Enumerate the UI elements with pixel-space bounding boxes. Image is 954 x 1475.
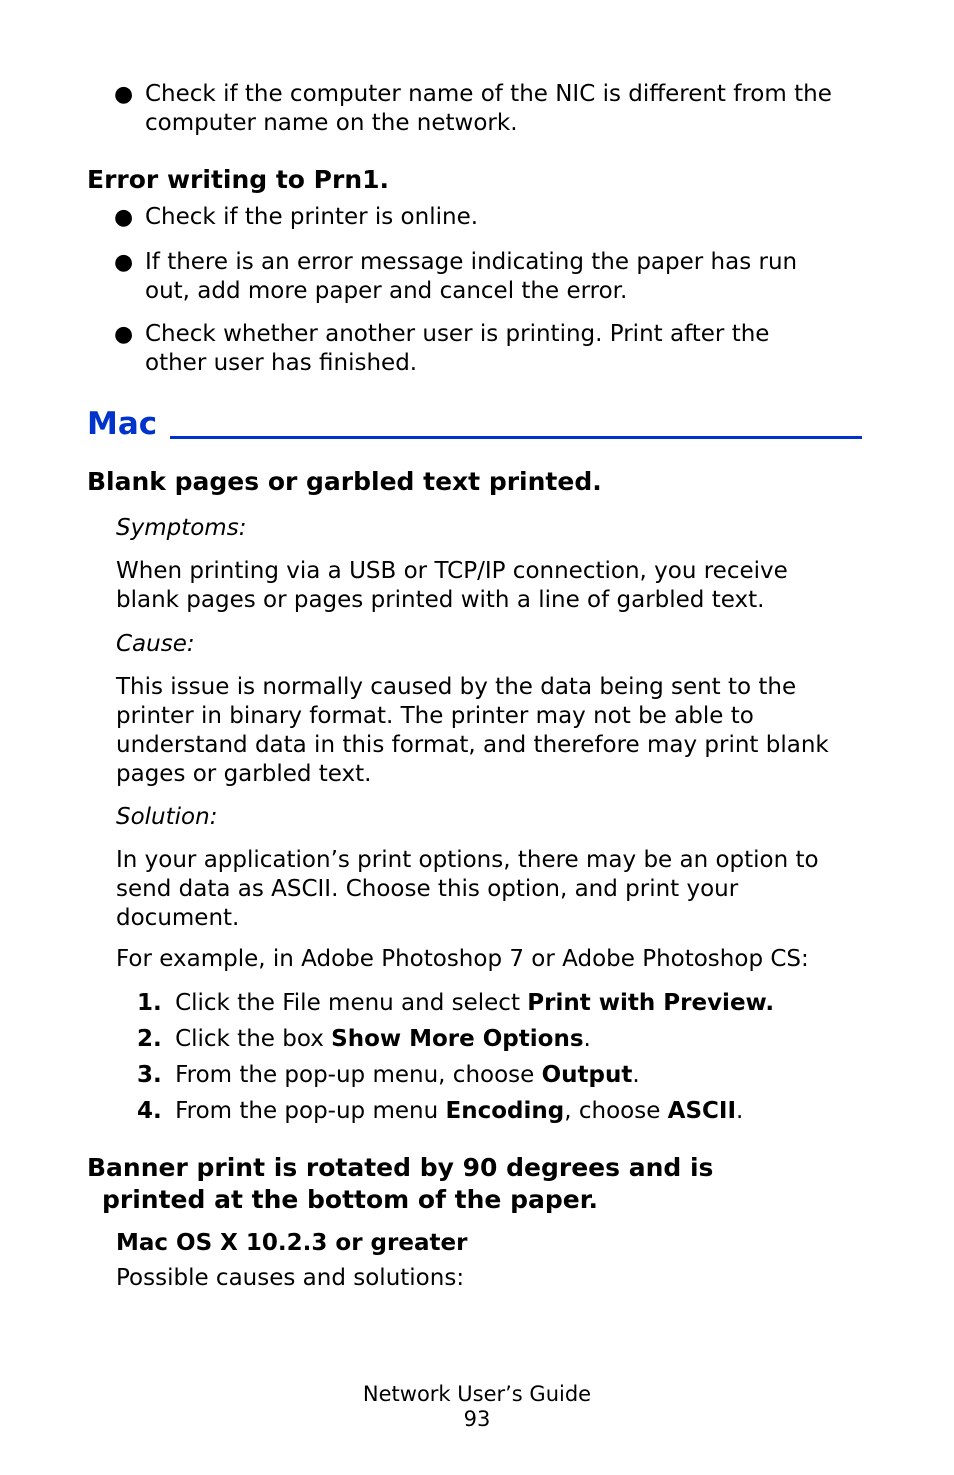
prn-bullet-2-line1: If there is an error message indicating the paper has run [145,249,798,275]
step-text: From the pop-up menu, choose [175,1062,542,1088]
step-3 [137,1061,640,1090]
prn-heading: Error writing to Prn1. [87,165,390,194]
bullet-marker: ● [114,205,134,230]
cause-line3: understand data in this format, and therefore may print blank [116,732,829,758]
step-after: . [736,1098,744,1124]
section-rule [170,436,862,439]
banner-text: Possible causes and solutions: [116,1265,465,1291]
footer-guide-title: Network User’s Guide [362,1382,592,1406]
step-2 [137,1025,591,1054]
step-text: Click the box [175,1026,332,1052]
step-after: . [583,1026,591,1052]
step-text: Click the File menu and select [175,990,528,1016]
banner-heading-line1: Banner print is rotated by 90 degrees and is [87,1153,714,1182]
example-line: For example, in Adobe Photoshop 7 or Adobe Photoshop CS: [116,946,809,972]
bullet-marker: ● [114,250,134,275]
step-bold: Show More Options [331,1026,584,1052]
step-1 [137,989,774,1018]
cause-line1: This issue is normally caused by the data being sent to the [116,674,797,700]
step-number: 3. [137,1062,162,1088]
prn-bullet-1: Check if the printer is online. [145,204,479,230]
cause-line4: pages or garbled text. [116,761,372,787]
step-bold: Print with Preview. [527,990,775,1016]
symptoms-label: Symptoms: [116,515,247,541]
prn-bullet-2-line2: out, add more paper and cancel the error. [145,278,628,304]
step-4 [137,1097,743,1126]
prn-bullet-3-line1: Check whether another user is printing. Print after the [145,321,770,347]
step-number: 1. [137,990,162,1016]
solution-label: Solution: [116,804,218,830]
symptoms-line2: blank pages or pages printed with a line of garbled text. [116,587,765,613]
symptoms-line1: When printing via a USB or TCP/IP connection, you receive [116,558,788,584]
bullet-marker: ● [114,322,134,347]
step-mid: , choose [564,1098,668,1124]
bullet-marker: ● [114,82,134,107]
banner-heading-line2: printed at the bottom of the paper. [102,1185,598,1214]
banner-subheading: Mac OS X 10.2.3 or greater [116,1230,468,1256]
solution-line2: send data as ASCII. Choose this option, and print your [116,876,739,902]
mac-section-title: Mac [87,406,158,442]
solution-line1: In your application’s print options, there may be an option to [116,847,819,873]
step-bold: Encoding [445,1098,565,1124]
cause-line2: printer in binary format. The printer may not be able to [116,703,754,729]
blank-pages-heading: Blank pages or garbled text printed. [87,467,602,496]
step-bold: Output [541,1062,633,1088]
cause-label: Cause: [116,631,195,657]
prn-bullet-3-line2: other user has finished. [145,350,418,376]
step-bold2: ASCII [667,1098,737,1124]
step-number: 4. [137,1098,162,1124]
solution-line3: document. [116,905,240,931]
intro-bullet-line1: Check if the computer name of the NIC is different from the [145,81,832,107]
step-text: From the pop-up menu [175,1098,446,1124]
intro-bullet-line2: computer name on the network. [145,110,518,136]
step-number: 2. [137,1026,162,1052]
step-after: . [632,1062,640,1088]
footer-page-number: 93 [463,1407,491,1431]
